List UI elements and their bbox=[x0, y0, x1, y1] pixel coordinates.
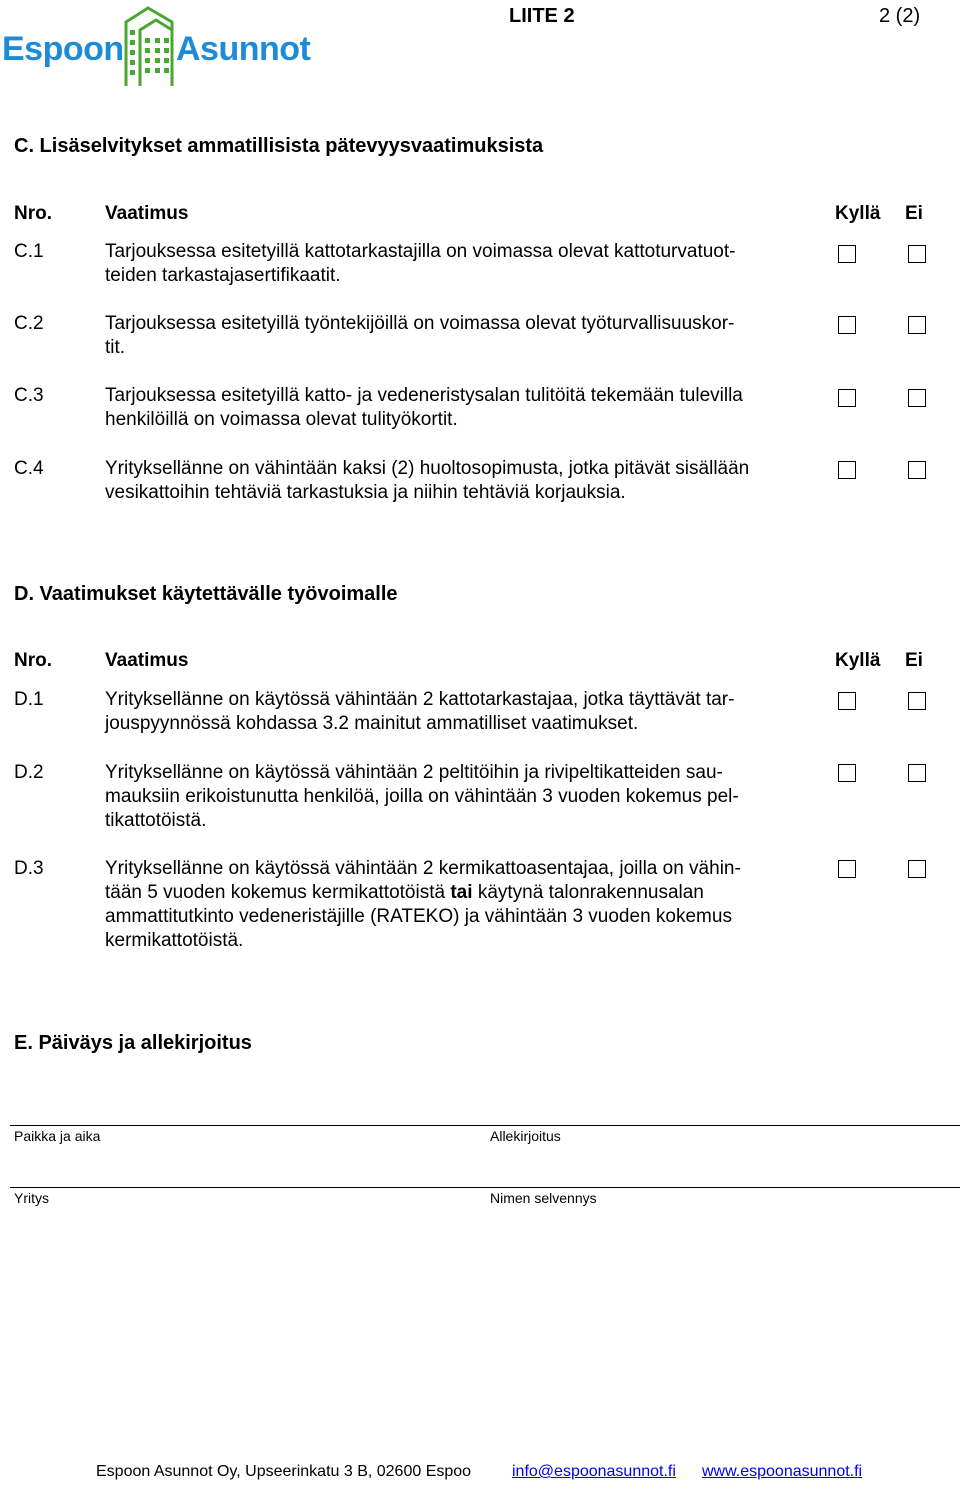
requirement-text bbox=[105, 240, 813, 288]
requirement-fragment: tään 5 vuoden kokemus kermikattotöistä bbox=[105, 882, 451, 903]
requirement-text bbox=[105, 457, 813, 505]
logo-word-asunnot: Asunnot bbox=[176, 30, 311, 68]
requirement-number: D.3 bbox=[14, 858, 44, 879]
checkbox-c4-ei[interactable] bbox=[908, 461, 926, 479]
checkbox-c1-kylla[interactable] bbox=[838, 245, 856, 263]
column-header-ei: Ei bbox=[905, 650, 923, 671]
requirement-line: Yrityksellänne on käytössä vähintään 2 kattotarkastajaa, jotka täyttävät tar- bbox=[105, 689, 735, 710]
requirement-line: Yrityksellänne on vähintään kaksi (2) huoltosopimusta, jotka pitävät sisällään bbox=[105, 458, 750, 479]
checkbox-d3-ei[interactable] bbox=[908, 860, 926, 878]
section-e-title: E. Päiväys ja allekirjoitus bbox=[14, 1032, 252, 1054]
requirement-text bbox=[105, 312, 813, 360]
column-header-kylla: Kyllä bbox=[835, 650, 881, 671]
column-header-vaatimus: Vaatimus bbox=[105, 203, 189, 224]
checkbox-c2-ei[interactable] bbox=[908, 316, 926, 334]
checkbox-c2-kylla[interactable] bbox=[838, 316, 856, 334]
checkbox-c3-kylla[interactable] bbox=[838, 389, 856, 407]
requirement-text bbox=[105, 384, 813, 432]
annex-label: LIITE 2 bbox=[509, 5, 575, 27]
requirement-line: Yrityksellänne on käytössä vähintään 2 peltitöihin ja rivipeltikatteiden sau- bbox=[105, 762, 723, 783]
requirement-line: vesikattoihin tehtäviä tarkastuksia ja niihin tehtäviä korjauksia. bbox=[105, 482, 626, 503]
requirement-line: mauksiin erikoistunutta henkilöä, joilla on vähintään 3 vuoden kokemus pel- bbox=[105, 786, 739, 807]
requirement-line: tikattotöistä. bbox=[105, 810, 207, 831]
requirement-text bbox=[105, 688, 813, 736]
requirement-number: D.1 bbox=[14, 689, 44, 710]
requirement-number: C.1 bbox=[14, 241, 44, 262]
requirement-line: tit. bbox=[105, 337, 126, 358]
requirement-line: Tarjouksessa esitetyillä katto- ja vedeneristysalan tulitöitä tekemään tulevilla bbox=[105, 385, 743, 406]
requirement-number: D.2 bbox=[14, 762, 44, 783]
section-c-title: C. Lisäselvitykset ammatillisista pätevyysvaatimuksista bbox=[14, 135, 544, 157]
column-header-kylla: Kyllä bbox=[835, 203, 881, 224]
requirement-line: kermikattotöistä. bbox=[105, 930, 244, 951]
footer-address: Espoon Asunnot Oy, Upseerinkatu 3 B, 02600 Espoo bbox=[96, 1463, 472, 1480]
checkbox-d1-kylla[interactable] bbox=[838, 692, 856, 710]
label-place-time: Paikka ja aika bbox=[14, 1128, 101, 1144]
label-company: Yritys bbox=[14, 1190, 49, 1206]
requirement-text bbox=[105, 761, 813, 833]
signature-line-2 bbox=[10, 1187, 960, 1188]
column-header-vaatimus: Vaatimus bbox=[105, 650, 189, 671]
checkbox-c1-ei[interactable] bbox=[908, 245, 926, 263]
requirement-number: C.3 bbox=[14, 385, 44, 406]
requirement-number: C.2 bbox=[14, 313, 44, 334]
column-header-ei: Ei bbox=[905, 203, 923, 224]
checkbox-c3-ei[interactable] bbox=[908, 389, 926, 407]
checkbox-d2-ei[interactable] bbox=[908, 764, 926, 782]
requirement-line bbox=[105, 881, 813, 905]
page-number: 2 (2) bbox=[879, 5, 921, 27]
checkbox-d1-ei[interactable] bbox=[908, 692, 926, 710]
section-d-title: D. Vaatimukset käytettävälle työvoimalle bbox=[14, 583, 398, 605]
requirement-line: Tarjouksessa esitetyillä työntekijöillä on voimassa olevat työturvallisuuskor- bbox=[105, 313, 735, 334]
requirement-number: C.4 bbox=[14, 458, 44, 479]
requirement-line: ammattitutkinto vedeneristäjille (RATEKO) ja vähintään 3 vuoden kokemus bbox=[105, 906, 732, 927]
footer-website-link[interactable]: www.espoonasunnot.fi bbox=[702, 1463, 863, 1480]
emphasis-tai: tai bbox=[450, 882, 473, 903]
requirement-line: Yrityksellänne on käytössä vähintään 2 kermikattoasentajaa, joilla on vähin- bbox=[105, 858, 741, 879]
requirement-line: teiden tarkastajasertifikaatit. bbox=[105, 265, 341, 286]
requirement-line: henkilöillä on voimassa olevat tulityökortit. bbox=[105, 409, 458, 430]
requirement-text bbox=[105, 857, 813, 953]
column-header-nro: Nro. bbox=[14, 203, 52, 224]
label-name-clarification: Nimen selvennys bbox=[490, 1190, 597, 1206]
requirement-line: jouspyynnössä kohdassa 3.2 mainitut ammatilliset vaatimukset. bbox=[105, 713, 639, 734]
signature-line-1 bbox=[10, 1125, 960, 1126]
logo-word-espoon: Espoon bbox=[2, 30, 124, 68]
checkbox-d3-kylla[interactable] bbox=[838, 860, 856, 878]
checkbox-c4-kylla[interactable] bbox=[838, 461, 856, 479]
requirement-fragment: käytynä talonrakennusalan bbox=[472, 882, 704, 903]
label-signature: Allekirjoitus bbox=[490, 1128, 561, 1144]
company-logo bbox=[0, 0, 330, 92]
checkbox-d2-kylla[interactable] bbox=[838, 764, 856, 782]
footer-email-link[interactable]: info@espoonasunnot.fi bbox=[512, 1463, 676, 1480]
column-header-nro: Nro. bbox=[14, 650, 52, 671]
requirement-line: Tarjouksessa esitetyillä kattotarkastajilla on voimassa olevat kattoturvatuot- bbox=[105, 241, 736, 262]
